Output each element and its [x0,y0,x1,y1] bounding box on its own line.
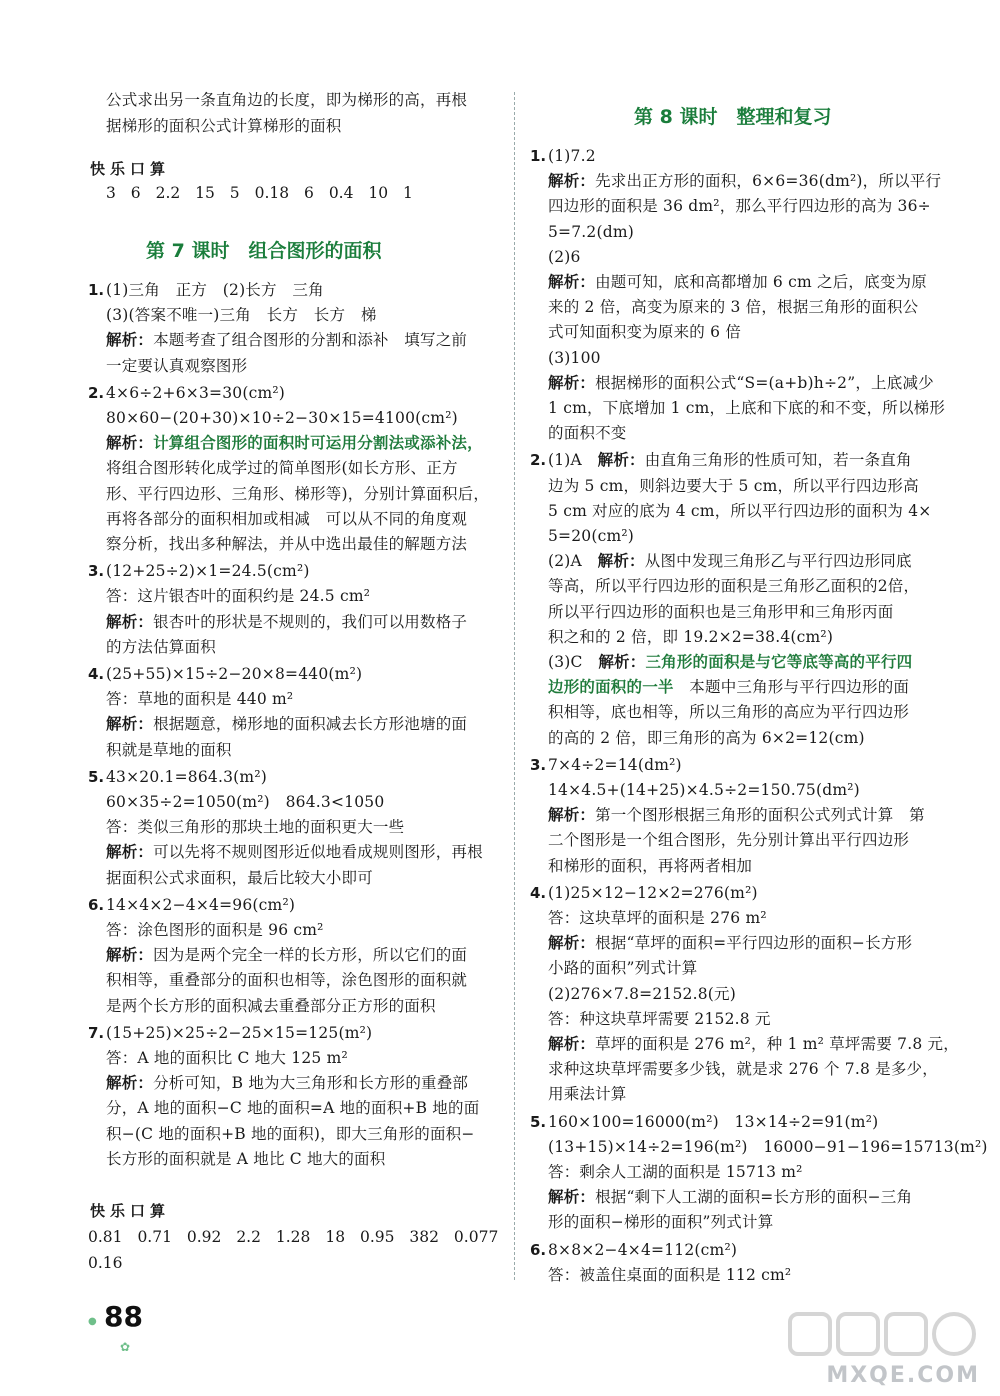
answer-line: 将组合图形转化成学过的简单图形(如长方形、正方 [106,459,458,478]
kuaile-kousuan-title: 快乐口算 [90,1202,171,1220]
answer-line: 的高的 2 倍，即三角形的高为 6×2=12(cm) [548,728,865,747]
question-number: 1. [530,147,547,165]
question-number: 2. [88,383,105,402]
question-number: 4. [530,883,547,902]
answer-line: 答：涂色图形的面积是 96 cm² [106,921,324,939]
answer-line: 答：这块草坪的面积是 276 m² [548,909,767,927]
answer-line: 再将各部分的面积相加或相减 可以从不同的角度观 [106,509,468,528]
question-number: 6. [88,895,105,914]
kuaile-kousuan-values: 0.16 [88,1254,123,1272]
analysis-line: 解析：先求出正方形的面积，6×6=36(dm²)，所以平行 [548,172,942,191]
answer-line: 积之和的 2 倍，即 19.2×2=38.4(cm²) [548,627,834,646]
answer-line: (3)(答案不唯一)三角 长方 长方 梯 [106,306,377,325]
answer-line: 8×8×2−4×4=112(cm²) [548,1240,738,1259]
kuaile-kousuan-values: 0.81 0.71 0.92 2.2 1.28 18 0.95 382 0.077 [88,1228,499,1246]
page-number: 88 [104,1300,143,1333]
answer-line: 80×60−(20+30)×10÷2−30×15=4100(cm²) [106,409,458,427]
answer-line: (2)276×7.8=2152.8(元) [548,984,736,1003]
question-number: 5. [88,767,105,786]
answer-line: 来的 2 倍，高变为原来的 3 倍，根据三角形的面积公 [548,298,919,317]
answer-line: (1)三角 正方 (2)长方 三角 [106,281,324,299]
answer-line: 答：类似三角形的那块土地的面积更大一些 [106,818,405,837]
answer-line: 等高，所以平行四边形的面积是三角形乙面积的2倍， [548,577,920,596]
analysis-line: 解析：由题可知，底和高都增加 6 cm 之后，底变为原 [548,273,927,291]
question-number: 3. [530,755,547,774]
answer-line: 5=20(cm²) [548,527,635,545]
answer-line: 14×4.5+(14+25)×4.5÷2=150.75(dm²) [548,781,860,799]
analysis-line: 解析：银杏叶的形状是不规则的，我们可以用数格子 [106,612,468,631]
analysis-line: 解析：本题考查了组合图形的分割和添补 填写之前 [106,331,468,350]
analysis-line: 解析：根据“剩下人工湖的面积=长方形的面积−三角 [548,1188,913,1207]
analysis-line: 解析：分析可知，B 地为大三角形和长方形的重叠部 [106,1074,469,1093]
analysis-line: 解析：草坪的面积是 276 m²，种 1 m² 草坪需要 7.8 元， [548,1035,959,1053]
question-number: 2. [530,451,547,470]
answer-line: 160×100=16000(m²) 13×14÷2=91(m²) [548,1112,879,1131]
question-number: 3. [88,562,105,581]
answer-line: (12+25÷2)×1=24.5(cm²) [106,562,310,581]
answer-line: (13+15)×14÷2=196(m²) 16000−91−196=15713(m²) [548,1137,988,1156]
flower-icon: ✿ [120,1340,131,1354]
answer-line: 14×4×2−4×4=96(cm²) [106,895,296,914]
answer-line: 4×6÷2+6×3=30(cm²) [106,383,286,402]
answer-line: 和梯形的面积，再将两者相加 [548,856,753,875]
answer-line: 求种这块草坪需要多少钱，就是求 276 个 7.8 是多少， [548,1060,938,1079]
answer-line: 一定要认真观察图形 [106,356,248,375]
answer-line: 答：种这块草坪需要 2152.8 元 [548,1009,771,1028]
answer-line: (15+25)×25÷2−25×15=125(m²) [106,1023,373,1042]
answer-line: 是两个长方形的面积减去重叠部分正方形的面积 [106,996,436,1015]
answer-line: 分，A 地的面积−C 地的面积=A 地的面积+B 地的面 [106,1099,480,1118]
analysis-line: 解析：根据题意，梯形地的面积减去长方形池塘的面 [106,715,468,734]
answer-line: 二个图形是一个组合图形，先分别计算出平行四边形 [548,831,910,850]
analysis-line: 解析：因为是两个完全一样的长方形，所以它们的面 [106,946,468,965]
answer-line: (1)7.2 [548,147,596,165]
analysis-line: 解析：第一个图形根据三角形的面积公式列式计算 第 [548,806,925,825]
column-divider [514,92,516,1280]
answer-line: 积相等，重叠部分的面积也相等，涂色图形的面积就 [106,971,468,990]
answer-line: 答：被盖住桌面的面积是 112 cm² [548,1265,792,1284]
analysis-line: 解析：根据“草坪的面积=平行四边形的面积−长方形 [548,934,913,953]
answer-line: 形的面积−梯形的面积”列式计算 [548,1213,774,1232]
answer-line: 答：剩余人工湖的面积是 15713 m² [548,1163,803,1181]
answer-line: 43×20.1=864.3(m²) [106,767,267,786]
answer-line: (25+55)×15÷2−20×8=440(m²) [106,665,363,683]
answer-line: 用乘法计算 [548,1085,627,1104]
answer-line: 答：A 地的面积比 C 地大 125 m² [106,1049,348,1067]
dot-decoration: ● [88,1316,97,1327]
answer-line: 小路的面积”列式计算 [548,959,698,978]
analysis-line: (1)A 解析：由直角三角形的性质可知，若一条直角 [548,451,912,470]
kuaile-kousuan-values: 3 6 2.2 15 5 0.18 6 0.4 10 1 [106,184,413,202]
answer-line: 5=7.2(dm) [548,222,635,241]
intro-line: 公式求出另一条直角边的长度，即为梯形的高，再根 [106,91,468,109]
section-title: 第 8 课时 整理和复习 [634,106,832,128]
answer-line: 答：这片银杏叶的面积约是 24.5 cm² [106,587,371,606]
answer-line: 边形的面积的一半 本题中三角形与平行四边形的面 [548,678,910,697]
answer-line: 式可知面积变为原来的 6 倍 [548,323,742,342]
question-number: 6. [530,1240,547,1259]
answer-line: 边为 5 cm，则斜边要大于 5 cm，所以平行四边形高 [548,476,919,495]
analysis-line: 解析：可以先将不规则图形近似地看成规则图形，再根 [106,843,483,862]
answer-line: 7×4÷2=14(dm²) [548,755,682,774]
answer-line: (3)100 [548,348,601,367]
answer-line: 长方形的面积就是 A 地比 C 地大的面积 [106,1149,386,1168]
question-number: 4. [88,665,105,683]
answer-line: 据面积公式求面积，最后比较大小即可 [106,868,373,887]
answer-line: 所以平行四边形的面积也是三角形甲和三角形丙面 [548,602,894,621]
answer-line: (1)25×12−12×2=276(m²) [548,883,758,902]
intro-line: 据梯形的面积公式计算梯形的面积 [106,117,342,135]
analysis-line: (2)A 解析：从图中发现三角形乙与平行四边形同底 [548,552,912,571]
watermark-text: MXQE.COM [826,1363,980,1388]
question-number: 1. [88,281,105,299]
answer-line: 答：草地的面积是 440 m² [106,690,294,709]
answer-line: 积相等，底也相等，所以三角形的高应为平行四边形 [548,703,910,722]
analysis-line: 解析：根据梯形的面积公式“S=(a+b)h÷2”，上底减少 [548,373,934,392]
section-title: 第 7 课时 组合图形的面积 [146,240,382,262]
question-number: 7. [88,1023,105,1042]
question-number: 5. [530,1112,547,1131]
kuaile-kousuan-title: 快乐口算 [90,160,171,178]
analysis-line: (3)C 解析：三角形的面积是与它等底等高的平行四 [548,653,913,671]
answer-line: 5 cm 对应的底为 4 cm，所以平行四边形的面积为 4× [548,501,932,520]
answer-line: 1 cm，下底增加 1 cm，上底和下底的和不变，所以梯形 [548,399,946,417]
answer-line: 积就是草地的面积 [106,740,232,759]
answer-line: 的面积不变 [548,424,627,443]
answer-line: 四边形的面积是 36 dm²，那么平行四边形的高为 36÷ [548,197,931,216]
answer-line: 察分析，找出多种解法，并从中选出最佳的解题方法 [106,535,468,553]
answer-line: 形、平行四边形、三角形、梯形等)，分别计算面积后， [106,484,490,503]
answer-line: 的方法估算面积 [106,637,216,656]
answer-line: (2)6 [548,247,581,266]
analysis-line: 解析：计算组合图形的面积时可运用分割法或添补法， [106,434,483,453]
answer-line: 积−(C 地的面积+B 地的面积)，即大三角形的面积− [106,1124,475,1143]
answer-line: 60×35÷2=1050(m²) 864.3<1050 [106,793,385,811]
